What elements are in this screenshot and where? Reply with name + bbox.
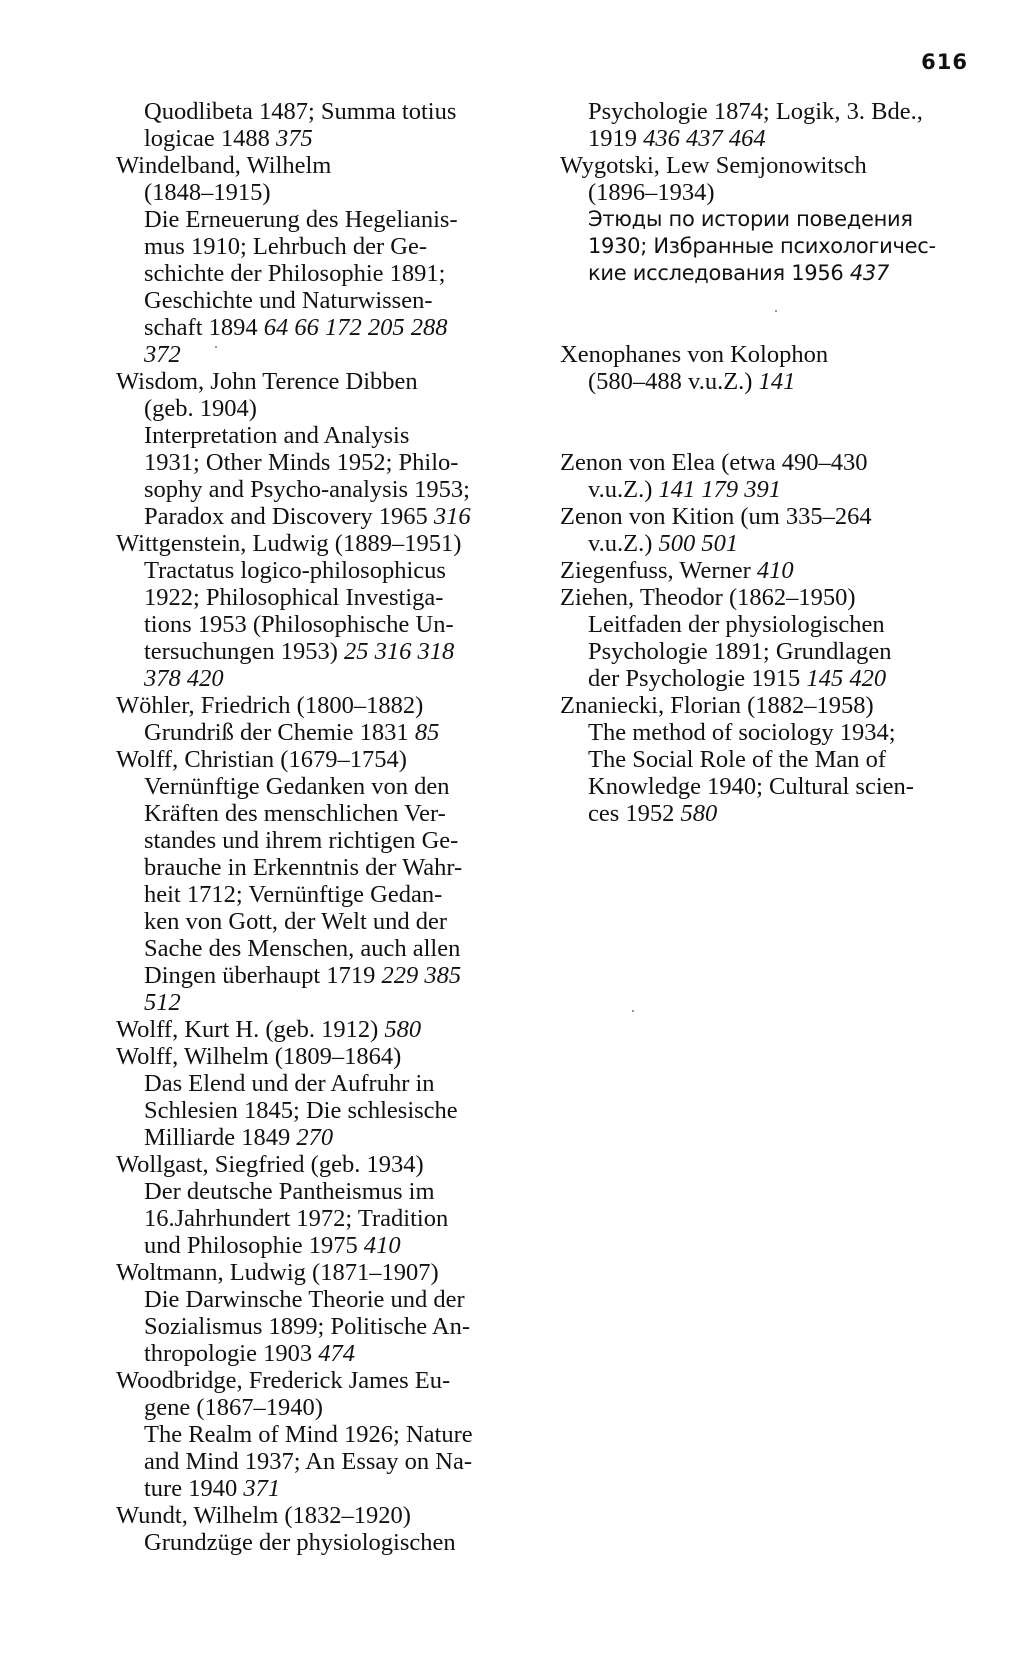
index-subline (560, 233, 980, 260)
entry-text: Vernünftige Gedanken von den (144, 773, 450, 800)
entry-text: and Mind 1937; An Essay on Na- (144, 1448, 472, 1475)
index-subline (116, 1340, 540, 1367)
index-subline (116, 800, 540, 827)
entry-text: Ziegenfuss, Werner (560, 557, 757, 584)
entry-text: Interpretation and Analysis (144, 422, 410, 449)
index-lines-right-2 (560, 341, 980, 395)
index-subline (116, 881, 540, 908)
index-subline (560, 773, 980, 800)
index-subline (116, 773, 540, 800)
entry-text: Schlesien 1845; Die schlesische (144, 1097, 458, 1124)
index-subline (560, 476, 980, 503)
entry-text: 16.Jahrhundert 1972; Tradition (144, 1205, 449, 1232)
page-references: 64 66 172 205 288 (263, 314, 448, 341)
entry-text: Wolff, Kurt H. (geb. 1912) (116, 1016, 385, 1043)
index-entry-heading (560, 341, 980, 368)
entry-text: gene (1867–1940) (144, 1394, 323, 1421)
page-references: 512 (144, 989, 181, 1016)
entry-text: Kräften des menschlichen Ver- (144, 800, 446, 827)
page-references: 25 316 318 (344, 638, 455, 665)
index-subline (116, 1475, 540, 1502)
entry-text: Zenon von Kition (um 335–264 (560, 503, 872, 530)
index-entry-heading (560, 557, 980, 584)
entry-text: standes und ihrem richtigen Ge- (144, 827, 459, 854)
index-subline (116, 638, 540, 665)
letter-gap (560, 287, 980, 341)
entry-text: schaft 1894 (144, 314, 264, 341)
index-subline (116, 935, 540, 962)
index-subline (116, 1070, 540, 1097)
index-subline (116, 1448, 540, 1475)
index-subline (116, 719, 540, 746)
entry-text: ken von Gott, der Welt und der (144, 908, 448, 935)
page-references: 141 179 391 (658, 476, 782, 503)
index-entry-heading (116, 1016, 540, 1043)
entry-text: Woltmann, Ludwig (1871–1907) (116, 1259, 439, 1286)
entry-text: Windelband, Wilhelm (116, 152, 332, 179)
entry-text: Dingen überhaupt 1719 (144, 962, 382, 989)
entry-text: The method of sociology 1934; (588, 719, 896, 746)
entry-text: mus 1910; Lehrbuch der Ge- (144, 233, 428, 260)
index-subline (116, 1286, 540, 1313)
entry-text: Knowledge 1940; Cultural scien- (588, 773, 914, 800)
page-references: 378 420 (144, 665, 224, 692)
index-entry-heading (560, 152, 980, 179)
entry-text: sophy and Psycho-analysis 1953; (144, 476, 470, 503)
index-subline (116, 1178, 540, 1205)
entry-text: (580–488 v.u.Z.) (588, 368, 759, 395)
index-subline (116, 557, 540, 584)
speck-mark (632, 1010, 634, 1012)
entry-text: der Psychologie 1915 (588, 665, 807, 692)
entry-text: Wittgenstein, Ludwig (1889–1951) (116, 530, 462, 557)
entry-text: Woodbridge, Frederick James Eu- (116, 1367, 451, 1394)
entry-text: Quodlibeta 1487; Summa totius (144, 98, 457, 125)
page-references: 580 (680, 800, 718, 827)
index-entry-heading (116, 1151, 540, 1178)
index-subline (116, 179, 540, 206)
entry-text: v.u.Z.) (588, 530, 659, 557)
index-subline (560, 179, 980, 206)
entry-text: Wisdom, John Terence Dibben (116, 368, 418, 395)
index-subline (116, 125, 540, 152)
entry-text: heit 1712; Vernünftige Gedan- (144, 881, 443, 908)
entry-text: The Realm of Mind 1926; Nature (144, 1421, 473, 1448)
index-subline (116, 827, 540, 854)
entry-text: schichte der Philosophie 1891; (144, 260, 446, 287)
entry-text: Tractatus logico-philosophicus (144, 557, 446, 584)
index-subline (560, 368, 980, 395)
page-references: 410 (756, 557, 794, 584)
entry-text: ture 1940 (144, 1475, 244, 1502)
entry-text: brauche in Erkenntnis der Wahr- (144, 854, 463, 881)
index-entry-heading (116, 530, 540, 557)
entry-text: 1930; Избранные психологичес- (588, 234, 936, 258)
index-subline (116, 314, 540, 341)
page-references: 85 (414, 719, 440, 746)
index-subline (560, 530, 980, 557)
entry-text: Der deutsche Pantheismus im (144, 1178, 435, 1205)
index-subline (116, 989, 540, 1016)
index-subline (116, 584, 540, 611)
index-subline (560, 125, 980, 152)
index-subline (560, 206, 980, 233)
entry-text: Grundzüge der physiologischen (144, 1529, 456, 1556)
entry-text: Wolff, Wilhelm (1809–1864) (116, 1043, 402, 1070)
speck-mark (215, 346, 217, 348)
page-references: 474 (318, 1340, 355, 1367)
entry-text: Paradox and Discovery 1965 (144, 503, 434, 530)
index-subline (116, 1097, 540, 1124)
index-subline (116, 1232, 540, 1259)
entry-text: Das Elend und der Aufruhr in (144, 1070, 435, 1097)
index-subline (116, 287, 540, 314)
entry-text: Xenophanes von Kolophon (560, 341, 829, 368)
index-entry-heading (560, 584, 980, 611)
entry-text: Этюды по истории поведения (588, 207, 913, 231)
entry-text: (1848–1915) (144, 179, 271, 206)
index-subline (560, 611, 980, 638)
entry-text: thropologie 1903 (144, 1340, 319, 1367)
entry-text: Wolff, Christian (1679–1754) (116, 746, 407, 773)
entry-text: Wygotski, Lew Semjonowitsch (560, 152, 867, 179)
page-references: 141 (758, 368, 796, 395)
page-number: 616 (921, 50, 968, 74)
page-references: 371 (243, 1475, 281, 1502)
page-references: 580 (384, 1016, 422, 1043)
index-subline (116, 908, 540, 935)
index-subline (560, 638, 980, 665)
index-subline (116, 854, 540, 881)
entry-text: tersuchungen 1953) (144, 638, 345, 665)
index-subline (116, 98, 540, 125)
index-subline (116, 395, 540, 422)
entry-text: Leitfaden der physiologischen (588, 611, 885, 638)
entry-text: Sache des Menschen, auch allen (144, 935, 461, 962)
entry-text: Psychologie 1891; Grundlagen (588, 638, 892, 665)
index-subline (116, 422, 540, 449)
index-entry-heading (116, 1367, 540, 1394)
index-subline (116, 503, 540, 530)
entry-text: Ziehen, Theodor (1862–1950) (560, 584, 856, 611)
page-references: 270 (296, 1124, 334, 1151)
index-subline (116, 1313, 540, 1340)
entry-text: Milliarde 1849 (144, 1124, 297, 1151)
entry-text: Grundriß der Chemie 1831 (144, 719, 415, 746)
entry-text: (1896–1934) (588, 179, 715, 206)
entry-text: The Social Role of the Man of (588, 746, 887, 773)
index-subline (116, 962, 540, 989)
index-entry-heading (560, 503, 980, 530)
page-references: 145 420 (806, 665, 887, 692)
entry-text: Zenon von Elea (etwa 490–430 (560, 449, 868, 476)
index-lines-right-3 (560, 449, 980, 827)
index-entry-heading (560, 449, 980, 476)
index-entry-heading (116, 692, 540, 719)
entry-text: (geb. 1904) (144, 395, 257, 422)
index-subline (560, 98, 980, 125)
page-references: 436 437 464 (643, 125, 766, 152)
page-references: 372 (144, 341, 181, 368)
entry-text: logicae 1488 (144, 125, 276, 152)
entry-text: Wollgast, Siegfried (geb. 1934) (116, 1151, 424, 1178)
entry-text: 1919 (588, 125, 644, 152)
index-subline (560, 746, 980, 773)
index-subline (116, 1394, 540, 1421)
index-subline (116, 476, 540, 503)
index-subline (116, 233, 540, 260)
index-subline (116, 449, 540, 476)
index-entry-heading (116, 1259, 540, 1286)
index-entry-heading (116, 746, 540, 773)
index-subline (560, 800, 980, 827)
entry-text: Geschichte und Naturwissen- (144, 287, 433, 314)
index-subline (116, 341, 540, 368)
entry-text: Wöhler, Friedrich (1800–1882) (116, 692, 424, 719)
entry-text: und Philosophie 1975 (144, 1232, 364, 1259)
index-subline (116, 665, 540, 692)
index-entry-heading (116, 152, 540, 179)
page-references: 500 501 (658, 530, 739, 557)
index-subline (116, 1529, 540, 1556)
index-column-left (116, 98, 540, 1556)
index-subline (560, 260, 980, 287)
page-references: 410 (363, 1232, 401, 1259)
index-column-right (560, 98, 980, 827)
entry-text: 1922; Philosophical Investiga- (144, 584, 444, 611)
index-subline (116, 1421, 540, 1448)
entry-text: Die Erneuerung des Hegelianis- (144, 206, 458, 233)
entry-text: tions 1953 (Philosophische Un- (144, 611, 454, 638)
index-subline (116, 206, 540, 233)
speck-mark (775, 310, 777, 312)
entry-text: Sozialismus 1899; Politische An- (144, 1313, 470, 1340)
index-entry-heading (116, 1502, 540, 1529)
index-subline (116, 1205, 540, 1232)
entry-text: Die Darwinsche Theorie und der (144, 1286, 465, 1313)
page-references: 316 (433, 503, 471, 530)
page-references: 437 (849, 261, 890, 285)
index-subline (116, 260, 540, 287)
index-lines-right-1 (560, 98, 980, 287)
entry-text: Znaniecki, Florian (1882–1958) (560, 692, 874, 719)
index-subline (560, 665, 980, 692)
page-references: 375 (276, 125, 313, 152)
index-entry-heading (116, 1043, 540, 1070)
entry-text: Wundt, Wilhelm (1832–1920) (116, 1502, 411, 1529)
entry-text: 1931; Other Minds 1952; Philo- (144, 449, 459, 476)
entry-text: кие исследования 1956 (588, 261, 850, 285)
index-subline (116, 1124, 540, 1151)
index-lines-left (116, 98, 540, 1556)
index-entry-heading (560, 692, 980, 719)
entry-text: Psychologie 1874; Logik, 3. Bde., (588, 98, 923, 125)
letter-gap (560, 395, 980, 449)
page-references: 229 385 (381, 962, 462, 989)
index-entry-heading (116, 368, 540, 395)
entry-text: ces 1952 (588, 800, 681, 827)
index-subline (560, 719, 980, 746)
entry-text: v.u.Z.) (588, 476, 659, 503)
index-subline (116, 611, 540, 638)
